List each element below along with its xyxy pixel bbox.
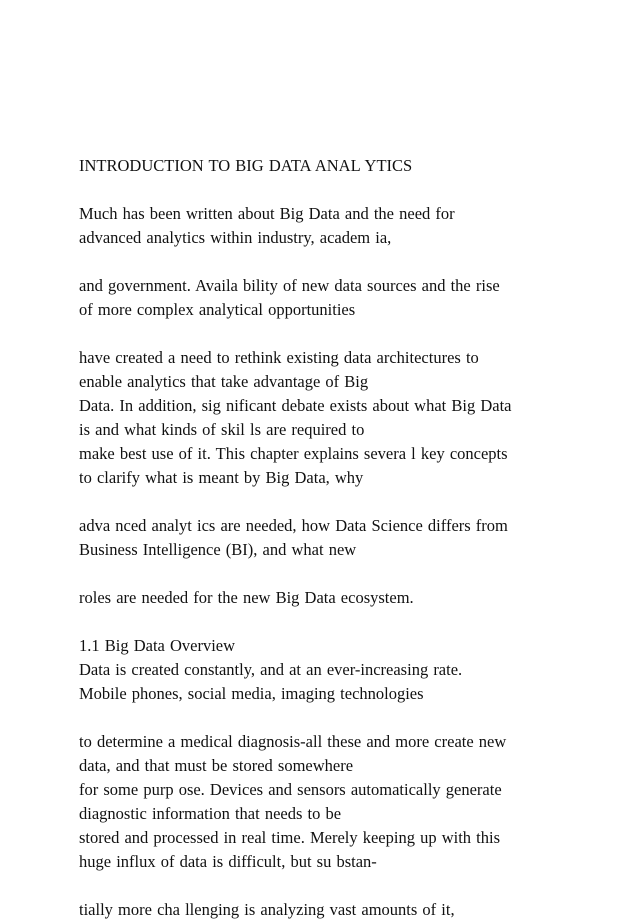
paragraph-spacer (79, 562, 599, 586)
paragraph-3-line-6: to clarify what is meant by Big Data, why (79, 468, 364, 487)
paragraph-spacer (79, 706, 599, 730)
paragraph-spacer (79, 610, 599, 634)
paragraph-1-line-1: Much has been written about Big Data and the need for (79, 204, 455, 223)
paragraph-3-line-3: Data. In addition, sig nificant debate exists about what Big Data (79, 396, 512, 415)
paragraph-3-line-5: make best use of it. This chapter explains severa l key concepts (79, 444, 508, 463)
paragraph-7-line-5: stored and processed in real time. Merely keeping up with this (79, 828, 501, 847)
paragraph-spacer (79, 490, 599, 514)
paragraph-1-line-2: advanced analytics within industry, academ ia, (79, 228, 392, 247)
paragraph-5-line-1: roles are needed for the new Big Data ecosystem. (79, 588, 414, 607)
paragraph-7-line-2: data, and that must be stored somewhere (79, 756, 354, 775)
paragraph-6-line-2: Mobile phones, social media, imaging technologies (79, 684, 424, 703)
paragraph-7-line-4: diagnostic information that needs to be (79, 804, 342, 823)
paragraph-spacer (79, 874, 599, 898)
paragraph-7-line-1: to determine a medical diagnosis-all these and more create new (79, 732, 507, 751)
paragraph-6-line-1: Data is created constantly, and at an ever-increasing rate. (79, 660, 463, 679)
document-title: INTRODUCTION TO BIG DATA ANAL YTICS (79, 156, 413, 175)
section-heading: 1.1 Big Data Overview (79, 636, 236, 655)
paragraph-4-line-2: Business Intelligence (BI), and what new (79, 540, 357, 559)
paragraph-spacer (79, 322, 599, 346)
paragraph-8-line-1: tially more cha llenging is analyzing vast amounts of it, (79, 900, 455, 919)
paragraph-4-line-1: adva nced analyt ics are needed, how Data Science differs from (79, 516, 508, 535)
paragraph-7-line-3: for some purp ose. Devices and sensors automatically generate (79, 780, 502, 799)
paragraph-spacer (79, 250, 599, 274)
paragraph-spacer (79, 178, 599, 202)
paragraph-3-line-1: have created a need to rethink existing data architectures to (79, 348, 479, 367)
document-body (79, 154, 599, 922)
paragraph-2-line-1: and government. Availa bility of new data sources and the rise (79, 276, 500, 295)
paragraph-2-line-2: of more complex analytical opportunities (79, 300, 356, 319)
paragraph-3-line-4: is and what kinds of skil ls are required to (79, 420, 365, 439)
paragraph-3-line-2: enable analytics that take advantage of Big (79, 372, 369, 391)
paragraph-7-line-6: huge influx of data is difficult, but su bstan- (79, 852, 377, 871)
